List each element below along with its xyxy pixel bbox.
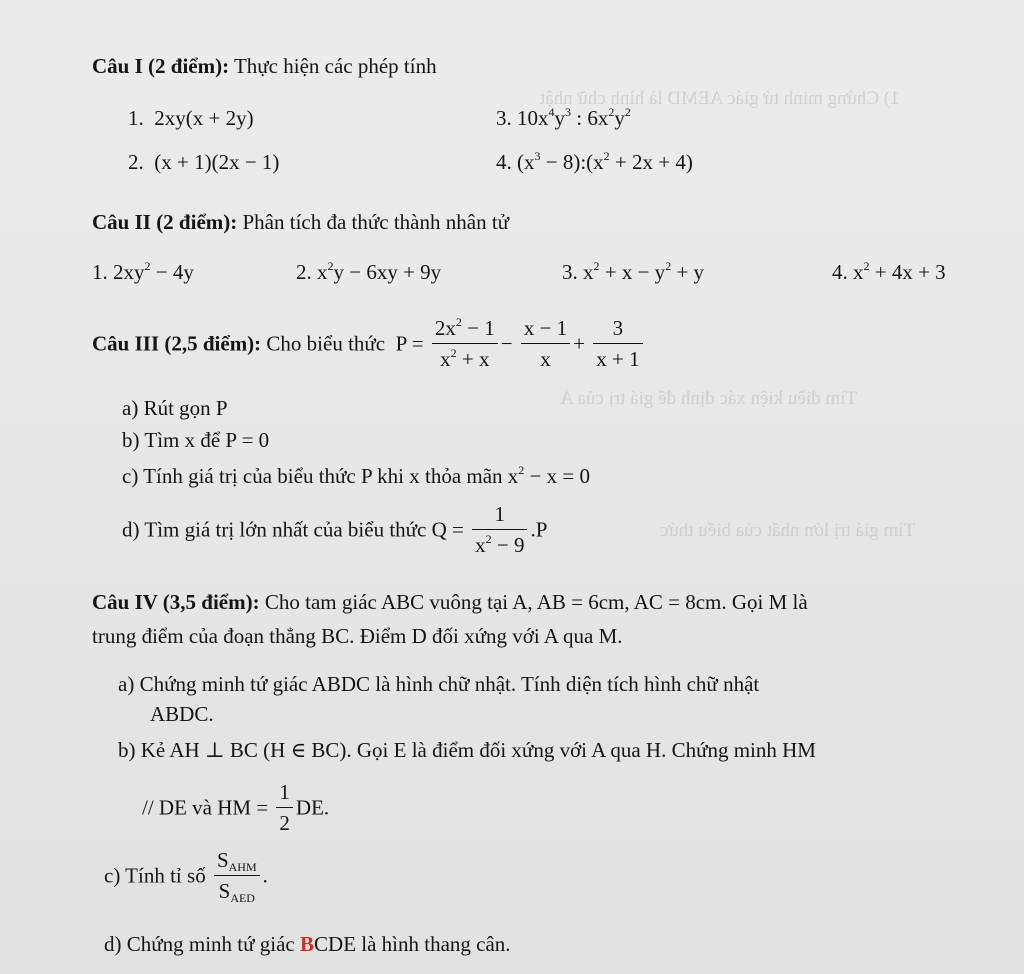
p-fraction-1: $\frac{2x^2 - 1}{x^2 + x}$ — [432, 316, 498, 372]
q2-item-1: 1. $2xy^2 - 4y$ — [92, 259, 194, 284]
q4-line-2: trung điểm của đoạn thẳng BC. Điểm D đối xứng với A qua M. — [92, 624, 623, 648]
q1-item-1: 1. 2xy(x + 2y) — [128, 106, 254, 130]
half-fraction: $\frac{1}{2}$ — [276, 780, 293, 836]
handwritten-correction: B — [300, 932, 315, 956]
bleed-through-2: Tìm điều kiện xác định để giá trị của A — [560, 388, 858, 409]
q4-part-a-line-2: ABDC. — [150, 702, 214, 726]
q4-part-d: d) Chứng minh tứ giác BCDE là hình thang cân. — [104, 932, 511, 956]
q-fraction: $\frac{1}{x^2 - 9}$ — [472, 502, 527, 558]
q1-item-3: 3. $10x^4y^3$ : $6x^2y^2$ — [496, 105, 631, 130]
q3-part-b: b) Tìm x để P = 0 — [122, 428, 270, 452]
q1-header: Câu I (2 điểm): Thực hiện các phép tính — [92, 54, 437, 78]
q4-part-b-line-1: b) Kẻ AH ⊥ BC (H ∈ BC). Gọi E là điểm đối xứng với A qua H. Chứng minh HM — [118, 738, 816, 762]
q4-part-b-line-2: // DE và HM = $\frac{1}{2}$ DE. — [142, 780, 330, 836]
q2-item-2: 2. $x^2y - 6xy + 9y$ — [296, 259, 442, 284]
q2-header: Câu II (2 điểm): Phân tích đa thức thành nhân tử — [92, 210, 510, 234]
q4-part-a-line-1: a) Chứng minh tứ giác ABDC là hình chữ nhật. Tính diện tích hình chữ nhật — [118, 672, 760, 696]
p-fraction-3: $\frac{3}{x + 1}$ — [593, 316, 642, 372]
q2-item-3: 3. $x^2 + x - y^2 + y$ — [562, 259, 705, 284]
q1-item-4: 4. ($x^3$ − $8):(x^2 + 2x + 4)$ — [496, 149, 693, 174]
q2-item-4: 4. $x^2 + 4x + 3$ — [832, 259, 946, 284]
p-fraction-2: $\frac{x - 1}{x}$ — [521, 316, 570, 372]
q3-part-a: a) Rút gọn P — [122, 396, 228, 420]
bleed-through-3: Tìm giá trị lớn nhất của biểu thức — [660, 520, 916, 541]
q3-header: Câu III (2,5 điểm): Cho biểu thức P = $\frac{2x^2 - 1}{x^2 + x}$ − $\frac{x - 1}{x}$ + $\frac{3}{x + 1}$ — [92, 316, 646, 372]
q4-line-1: Câu IV (3,5 điểm): Cho tam giác ABC vuông tại A, AB = 6cm, AC = 8cm. Gọi M là — [92, 590, 808, 614]
q4-part-c: c) Tính tỉ số $\frac{S_{AHM}}{S_{AED}}$ . — [104, 848, 268, 906]
q1-item-2: 2. (x + 1)(2x − 1) — [128, 150, 280, 174]
q3-part-c: c) Tính giá trị của biểu thức P khi x thỏa mãn $x^2 - x = 0$ — [122, 463, 590, 488]
area-ratio-fraction: $\frac{S_{AHM}}{S_{AED}}$ — [214, 848, 260, 904]
bleed-through-1: 1) Chứng minh tứ giác AEMD là hình chữ nhật — [540, 88, 900, 109]
q3-part-d: d) Tìm giá trị lớn nhất của biểu thức Q = $\frac{1}{x^2 - 9}$ .P — [122, 502, 548, 558]
